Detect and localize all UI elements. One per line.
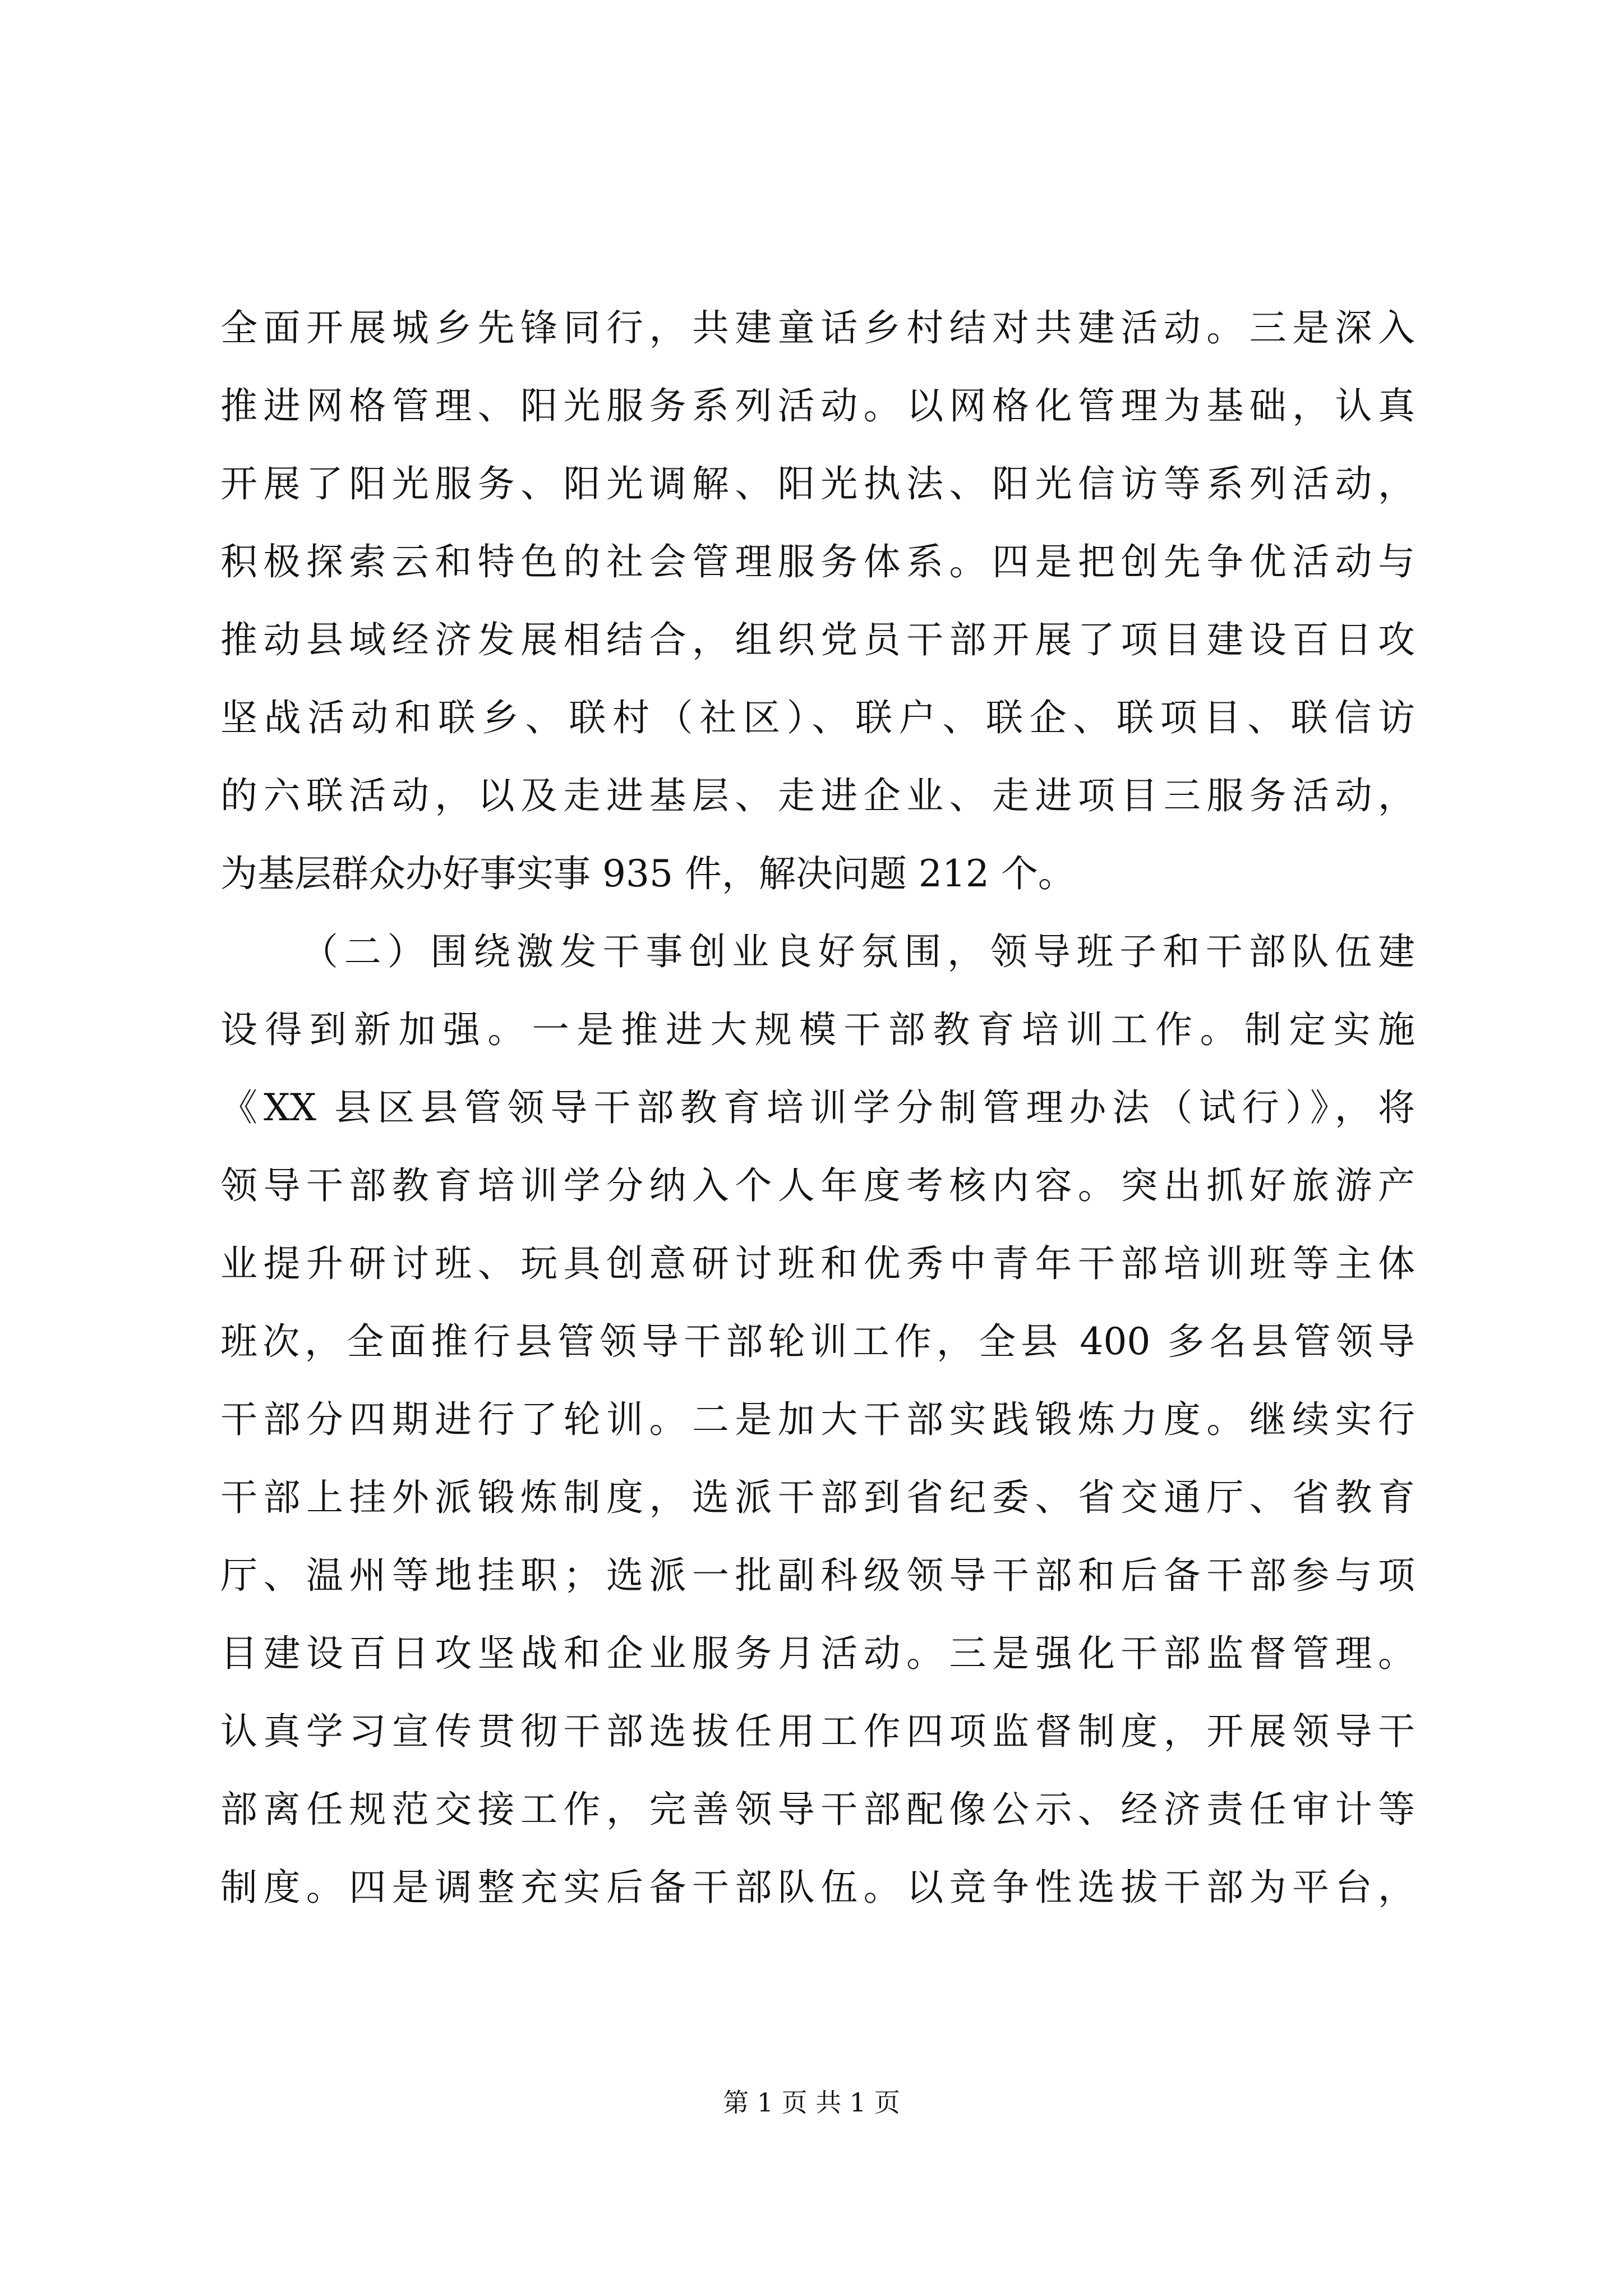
section-heading-line: （二）围绕激发干事创业良好氛围，领导班子和干部队伍建	[301, 930, 1415, 973]
text-line-11: 《XX 县区县管领导干部教育培训学分制管理办法（试行）》，将	[220, 1086, 1415, 1129]
text-line-16: 干部上挂外派锻炼制度，选派干部到省纪委、省交通厅、省教育	[220, 1476, 1415, 1519]
text-line-18: 目建设百日攻坚战和企业服务月活动。三是强化干部监督管理。	[220, 1632, 1415, 1675]
page-footer: 第 1 页 共 1 页	[723, 2087, 900, 2118]
text-line-4: 积极探索云和特色的社会管理服务体系。四是把创先争优活动与	[220, 540, 1415, 583]
text-line-3: 开展了阳光服务、阳光调解、阳光执法、阳光信访等系列活动，	[220, 462, 1415, 505]
text-line-17: 厅、温州等地挂职；选派一批副科级领导干部和后备干部参与项	[220, 1554, 1415, 1597]
text-line-13: 业提升研讨班、玩具创意研讨班和优秀中青年干部培训班等主体	[220, 1242, 1415, 1285]
text-line-19: 认真学习宣传贯彻干部选拔任用工作四项监督制度，开展领导干	[220, 1710, 1415, 1753]
text-line-6: 坚战活动和联乡、联村（社区）、联户、联企、联项目、联信访	[220, 696, 1415, 739]
text-line-15: 干部分四期进行了轮训。二是加大干部实践锻炼力度。继续实行	[220, 1398, 1415, 1441]
text-line-12: 领导干部教育培训学分纳入个人年度考核内容。突出抓好旅游产	[220, 1164, 1415, 1207]
text-line-2: 推进网格管理、阳光服务系列活动。以网格化管理为基础，认真	[220, 384, 1415, 427]
text-line-8: 为基层群众办好事实事 935 件，解决问题 212 个。	[220, 852, 1075, 895]
text-line-14: 班次，全面推行县管领导干部轮训工作，全县 400 多名县管领导	[220, 1320, 1415, 1363]
text-line-5: 推动县域经济发展相结合，组织党员干部开展了项目建设百日攻	[220, 618, 1415, 661]
text-line-7: 的六联活动，以及走进基层、走进企业、走进项目三服务活动，	[220, 774, 1415, 817]
text-line-20: 部离任规范交接工作，完善领导干部配像公示、经济责任审计等	[220, 1788, 1415, 1831]
text-line-10: 设得到新加强。一是推进大规模干部教育培训工作。制定实施	[220, 1008, 1415, 1051]
text-line-1: 全面开展城乡先锋同行，共建童话乡村结对共建活动。三是深入	[220, 306, 1415, 349]
text-line-21: 制度。四是调整充实后备干部队伍。以竞争性选拔干部为平台，	[220, 1866, 1415, 1909]
